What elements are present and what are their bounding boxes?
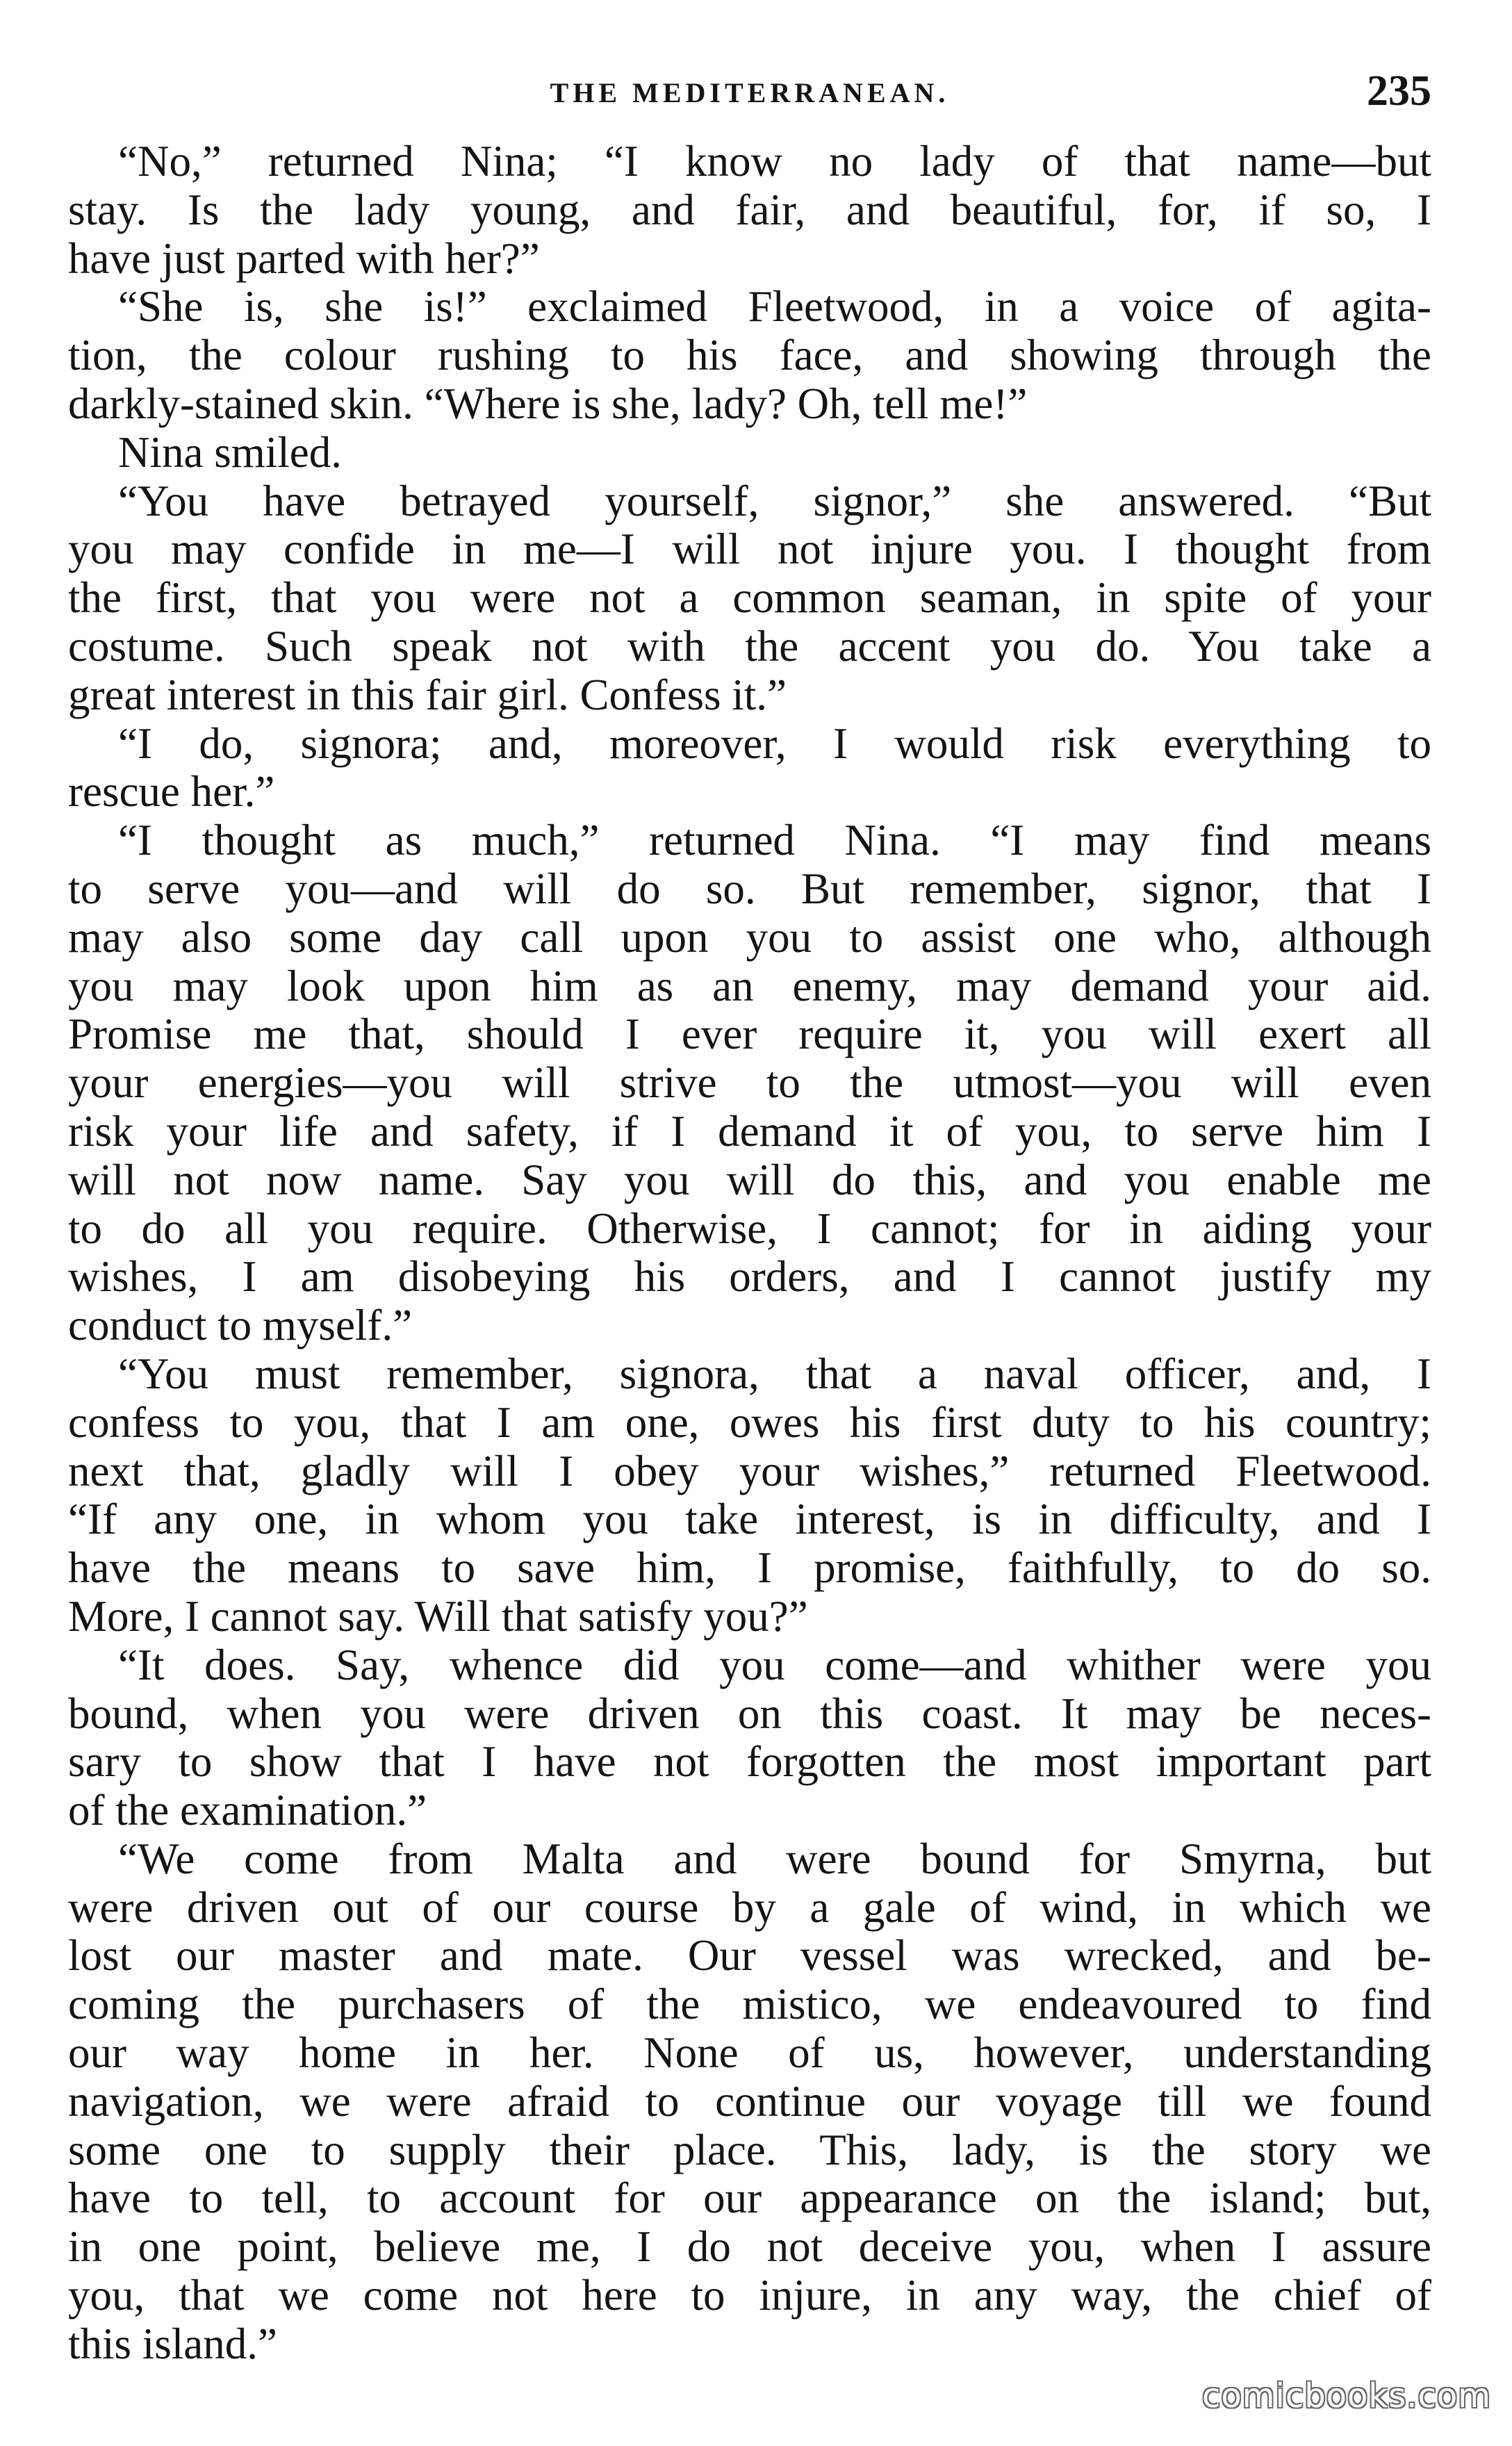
text-line: this island.” — [68, 2319, 277, 2368]
text-line: of the examination.” — [68, 1786, 427, 1835]
text-line: confess to you, that I am one, owes his first duty to his country; — [68, 1397, 1431, 1447]
text-line: you may confide in me—I will not injure you. I thought from — [68, 525, 1431, 574]
body-text — [68, 138, 1431, 2369]
text-line: our way home in her. None of us, however, understanding — [68, 2028, 1431, 2078]
text-line: More, I cannot say. Will that satisfy you?” — [68, 1591, 808, 1641]
text-line: conduct to myself.” — [68, 1301, 413, 1350]
text-line: you may look upon him as an enemy, may demand your aid. — [68, 961, 1431, 1010]
text-line: to do all you require. Otherwise, I cannot; for in aiding your — [68, 1204, 1431, 1253]
text-line: coming the purchasers of the mistico, we endeavoured to find — [68, 1980, 1431, 2029]
text-line: “You must remember, signora, that a naval officer, and, I — [118, 1349, 1431, 1398]
text-line: “I thought as much,” returned Nina. “I may find means — [118, 816, 1431, 865]
text-line: have just parted with her?” — [68, 233, 540, 283]
text-line: rescue her.” — [68, 767, 275, 816]
text-line: Promise me that, should I ever require it, you will exert all — [68, 1010, 1431, 1059]
text-line: may also some day call upon you to assist one who, although — [68, 912, 1431, 962]
text-line: “No,” returned Nina; “I know no lady of that name—but — [118, 137, 1431, 186]
text-line: “You have betrayed yourself, signor,” she answered. “But — [118, 476, 1431, 525]
text-line: wishes, I am disobeying his orders, and I cannot justify my — [68, 1252, 1431, 1302]
text-line: have the means to save him, I promise, faithfully, to do so. — [68, 1543, 1431, 1593]
text-line: sary to show that I have not forgotten the most important part — [68, 1737, 1431, 1787]
text-line: your energies—you will strive to the utmost—you will even — [68, 1058, 1431, 1108]
page-number: 235 — [1367, 67, 1431, 115]
text-line: navigation, we were afraid to continue our voyage till we found — [68, 2076, 1431, 2126]
text-line: lost our master and mate. Our vessel was wrecked, and be- — [68, 1931, 1431, 1980]
watermark: comicbooks.com — [1201, 2377, 1491, 2415]
text-line: some one to supply their place. This, lady, is the story we — [68, 2125, 1431, 2174]
text-line: will not now name. Say you will do this, and you enable me — [68, 1155, 1431, 1204]
text-line: stay. Is the lady young, and fair, and beautiful, for, if so, I — [68, 185, 1431, 234]
text-line: in one point, believe me, I do not deceive you, when I assure — [68, 2222, 1431, 2272]
running-title: THE MEDITERRANEAN. — [550, 77, 950, 108]
text-line: darkly-stained skin. “Where is she, lady? Oh, tell me!” — [68, 379, 1028, 428]
text-line: to serve you—and will do so. But remember, signor, that I — [68, 864, 1431, 913]
text-line: costume. Such speak not with the accent you do. You take a — [68, 621, 1431, 671]
text-line: bound, when you were driven on this coast. It may be neces- — [68, 1689, 1431, 1738]
text-line: great interest in this fair girl. Confess it.” — [68, 670, 787, 719]
text-line: next that, gladly will I obey your wishes,” returned Fleetwood. — [68, 1446, 1431, 1495]
text-line: “It does. Say, whence did you come—and whither were you — [118, 1640, 1431, 1689]
text-line: Nina smiled. — [118, 427, 342, 477]
text-line: “She is, she is!” exclaimed Fleetwood, in a voice of agita- — [118, 282, 1431, 331]
text-line: you, that we come not here to injure, in any way, the chief of — [68, 2271, 1431, 2320]
text-line: risk your life and safety, if I demand it of you, to serve him I — [68, 1106, 1431, 1156]
text-line: tion, the colour rushing to his face, and showing through the — [68, 331, 1431, 380]
page-header — [68, 67, 1431, 122]
text-line: “We come from Malta and were bound for Smyrna, but — [118, 1834, 1431, 1883]
text-line: the first, that you were not a common seaman, in spite of your — [68, 573, 1431, 623]
text-line: “I do, signora; and, moreover, I would risk everything to — [118, 719, 1431, 768]
text-line: were driven out of our course by a gale of wind, in which we — [68, 1882, 1431, 1932]
text-line: have to tell, to account for our appearance on the island; but, — [68, 2174, 1431, 2223]
text-line: “If any one, in whom you take interest, is in difficulty, and I — [68, 1495, 1431, 1544]
